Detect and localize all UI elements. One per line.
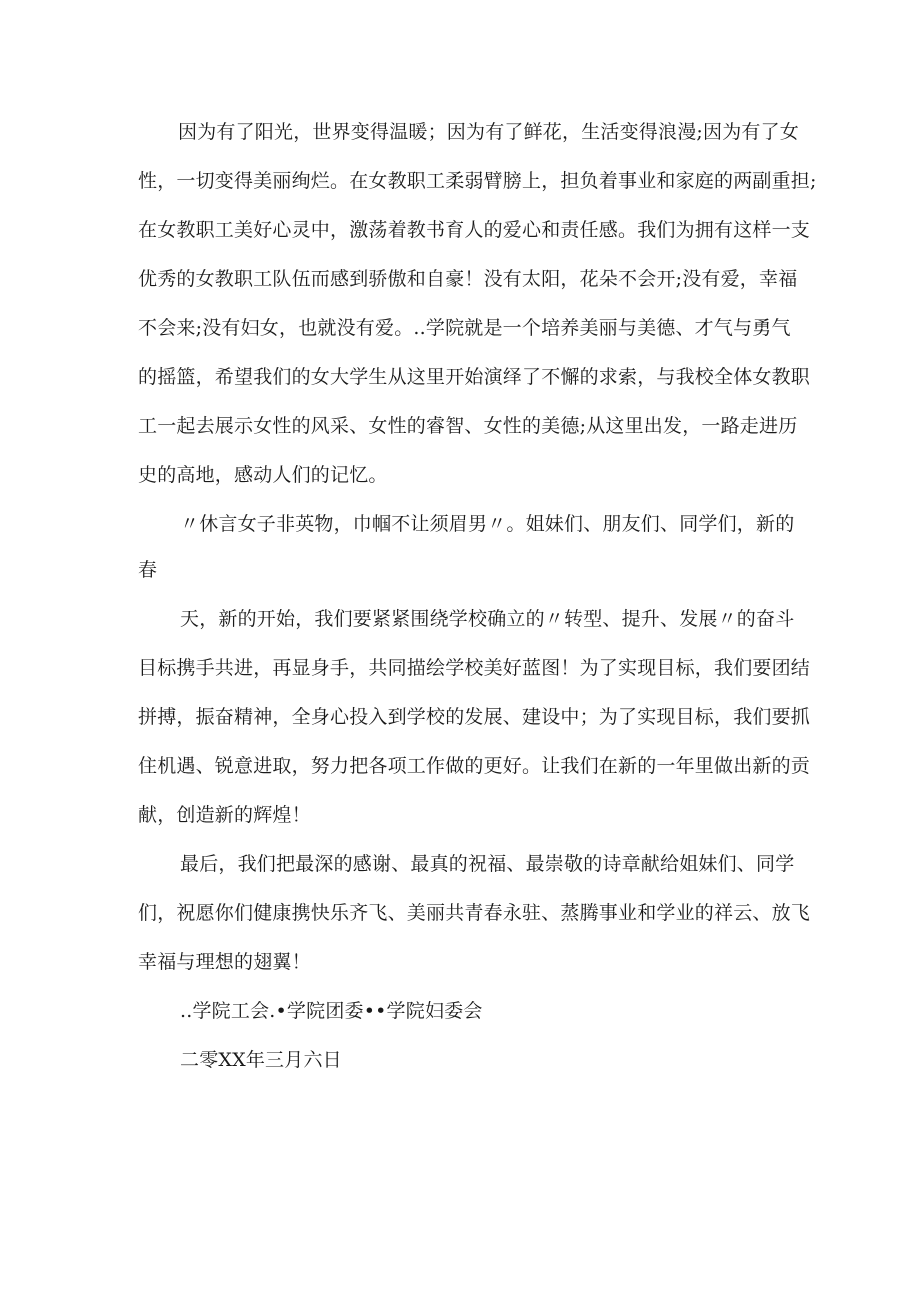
paragraph-1-line-6: 的摇篮，希望我们的女大学生从这里开始演绎了不懈的求索，与我校全体女教职 [138, 366, 811, 388]
date: 二零XX年三月六日 [180, 1049, 342, 1071]
paragraph-3-line-1: 天，新的开始，我们要紧紧围绕学校确立的〃转型、提升、发展〃的奋斗 [180, 608, 795, 630]
paragraph-2-line-1: 〃休言女子非英物，巾帼不让须眉男〃。姐妹们、朋友们、同学们，新的 [180, 513, 795, 535]
paragraph-4-line-1: 最后，我们把最深的感谢、最真的祝福、最崇敬的诗章献给姐妹们、同学 [180, 853, 795, 875]
paragraph-4-line-2: 们，祝愿你们健康携快乐齐飞、美丽共青春永驻、蒸腾事业和学业的祥云、放飞 [138, 902, 811, 924]
signature: ..学院工会.•学院团委••学院妇委会 [180, 1000, 483, 1022]
paragraph-4-line-3: 幸福与理想的翅翼！ [138, 951, 311, 973]
paragraph-2-line-2: 春 [138, 559, 158, 581]
paragraph-1-line-8: 史的高地，感动人们的记忆。 [138, 464, 388, 486]
paragraph-1-line-1: 因为有了阳光，世界变得温暖；因为有了鲜花，生活变得浪漫;因为有了女 [178, 121, 800, 143]
paragraph-1-line-5: 不会来;没有妇女，也就没有爱。..学院就是一个培养美丽与美德、才气与勇气 [138, 317, 791, 339]
paragraph-3-line-5: 献，创造新的辉煌！ [138, 804, 311, 826]
paragraph-3-line-3: 拼搏，振奋精神，全身心投入到学校的发展、建设中；为了实现目标，我们要抓 [138, 706, 811, 728]
paragraph-1-line-3: 在女教职工美好心灵中，激荡着教书育人的爱心和责任感。我们为拥有这样一支 [138, 219, 811, 241]
paragraph-1-line-2: 性，一切变得美丽绚烂。在女教职工柔弱臂膀上，担负着事业和家庭的两副重担; [138, 170, 817, 192]
paragraph-3-line-2: 目标携手共进，再显身手，共同描绘学校美好蓝图！为了实现目标，我们要团结 [138, 657, 811, 679]
paragraph-1-line-7: 工一起去展示女性的风采、女性的睿智、女性的美德;从这里出发，一路走进历 [138, 415, 798, 437]
paragraph-1-line-4: 优秀的女教职工队伍而感到骄傲和自豪！没有太阳，花朵不会开;没有爱，幸福 [138, 268, 798, 290]
paragraph-3-line-4: 住机遇、锐意进取，努力把各项工作做的更好。让我们在新的一年里做出新的贡 [138, 755, 811, 777]
